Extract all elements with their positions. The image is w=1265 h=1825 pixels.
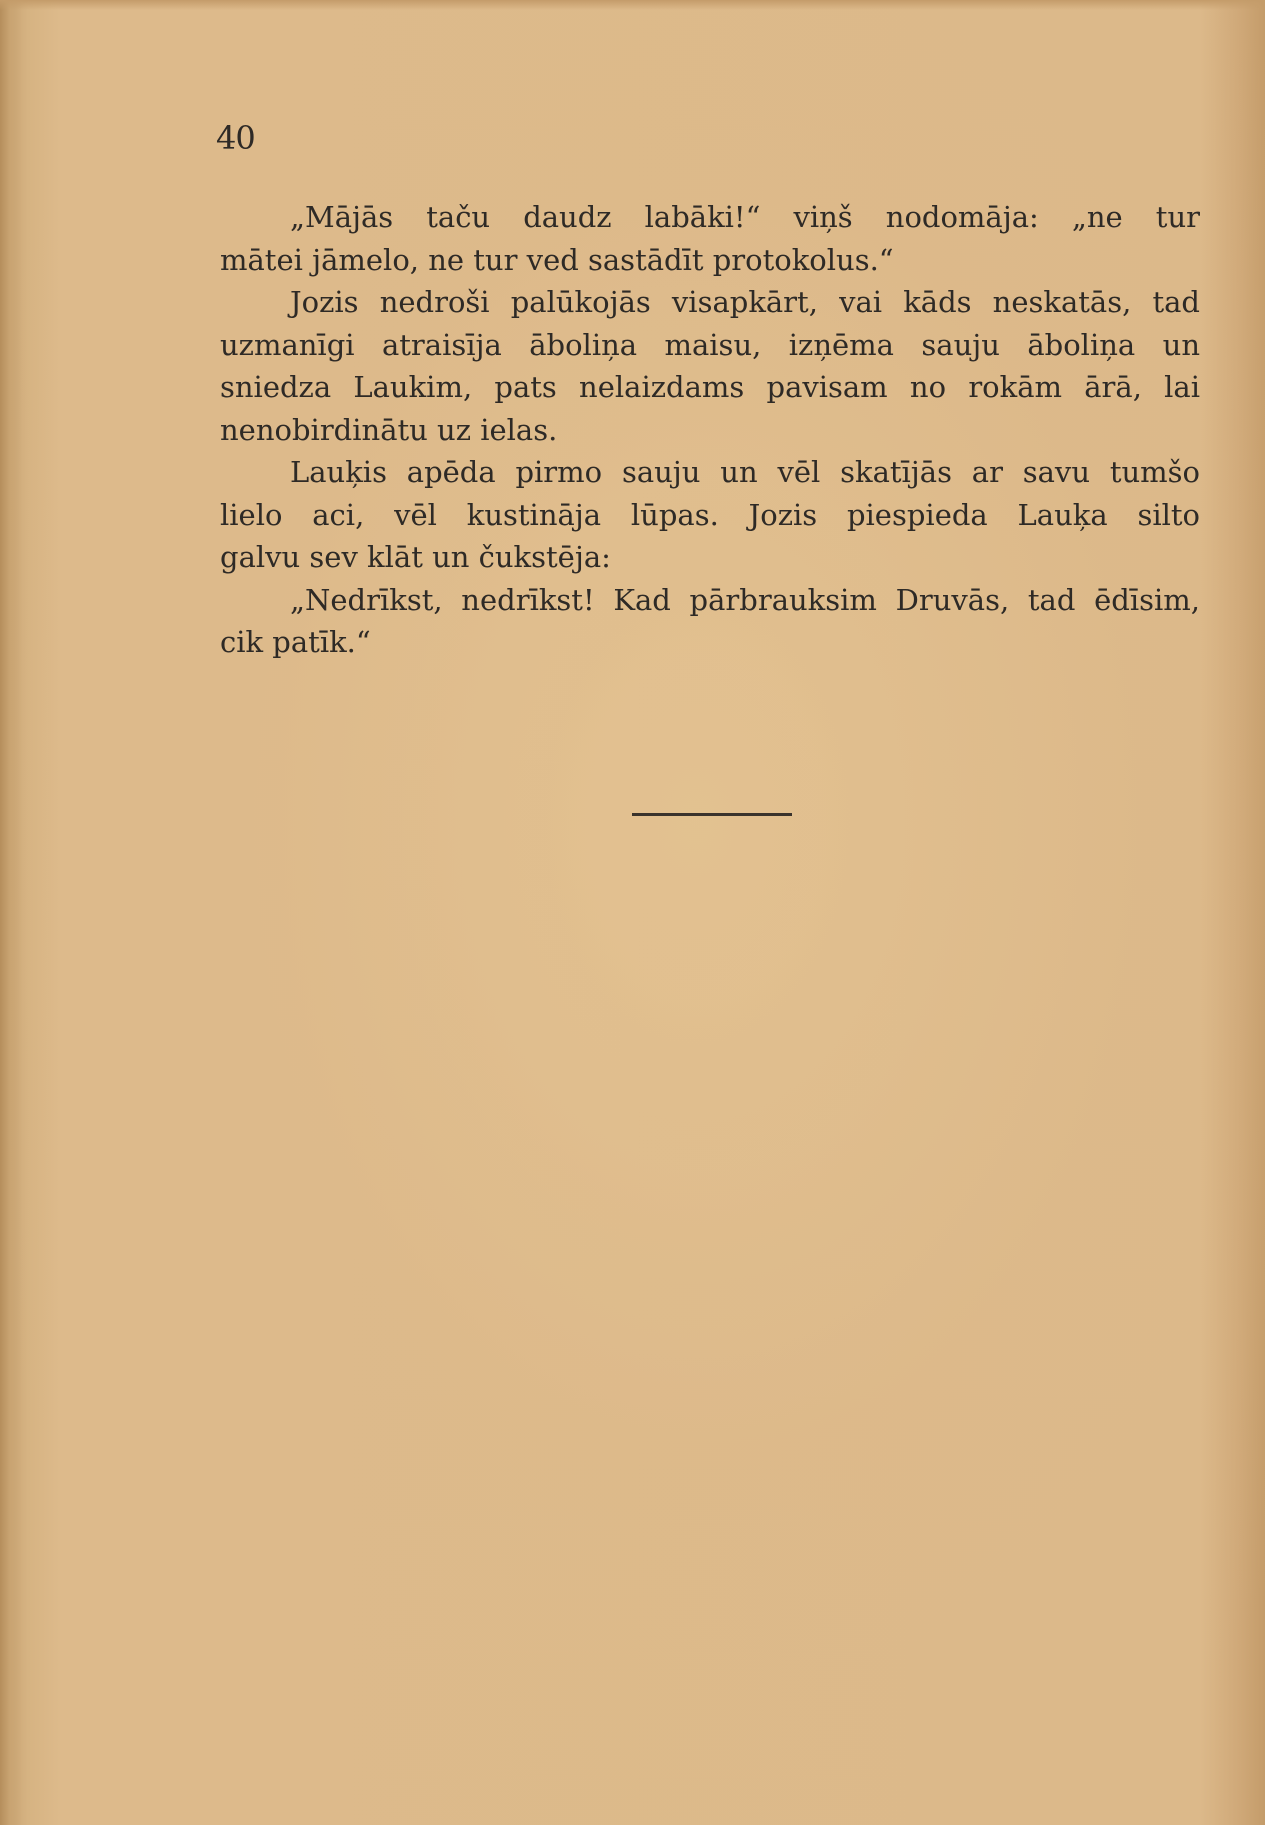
section-end-rule bbox=[632, 813, 792, 816]
text-line: nenobirdinātu uz ielas. bbox=[220, 412, 558, 447]
page-number: 40 bbox=[216, 119, 255, 157]
text-line: „Mājās taču daudz labāki!“ viņš nodomāja: „ne tur bbox=[290, 200, 1200, 234]
paragraph bbox=[220, 451, 1200, 579]
text-line: galvu sev klāt un čukstēja: bbox=[220, 540, 611, 574]
text-line: Jozis nedroši palūkojās visapkārt, vai kāds neskatās, tad bbox=[290, 285, 1200, 319]
page-top-edge bbox=[0, 0, 1265, 10]
page-spine-shadow bbox=[0, 0, 22, 1825]
text-line: Lauķis apēda pirmo sauju un vēl skatījās ar savu tumšo bbox=[290, 455, 1200, 489]
text-line: cik patīk.“ bbox=[220, 625, 371, 659]
text-line: uzmanīgi atraisīja āboliņa maisu, izņēma sauju āboliņa un bbox=[220, 327, 1200, 362]
paragraph bbox=[220, 281, 1200, 451]
text-line: mātei jāmelo, ne tur ved sastādīt protokolus.“ bbox=[220, 242, 894, 277]
text-line: „Nedrīkst, nedrīkst! Kad pārbrauksim Druvās, tad ēdīsim, bbox=[290, 582, 1200, 617]
text-line: lielo aci, vēl kustināja lūpas. Jozis piespieda Lauķa silto bbox=[220, 497, 1200, 532]
paragraph bbox=[220, 196, 1200, 281]
text-line: sniedza Laukim, pats nelaizdams pavisam no rokām ārā, lai bbox=[220, 370, 1200, 404]
body-text bbox=[220, 196, 1200, 664]
paragraph bbox=[220, 579, 1200, 664]
